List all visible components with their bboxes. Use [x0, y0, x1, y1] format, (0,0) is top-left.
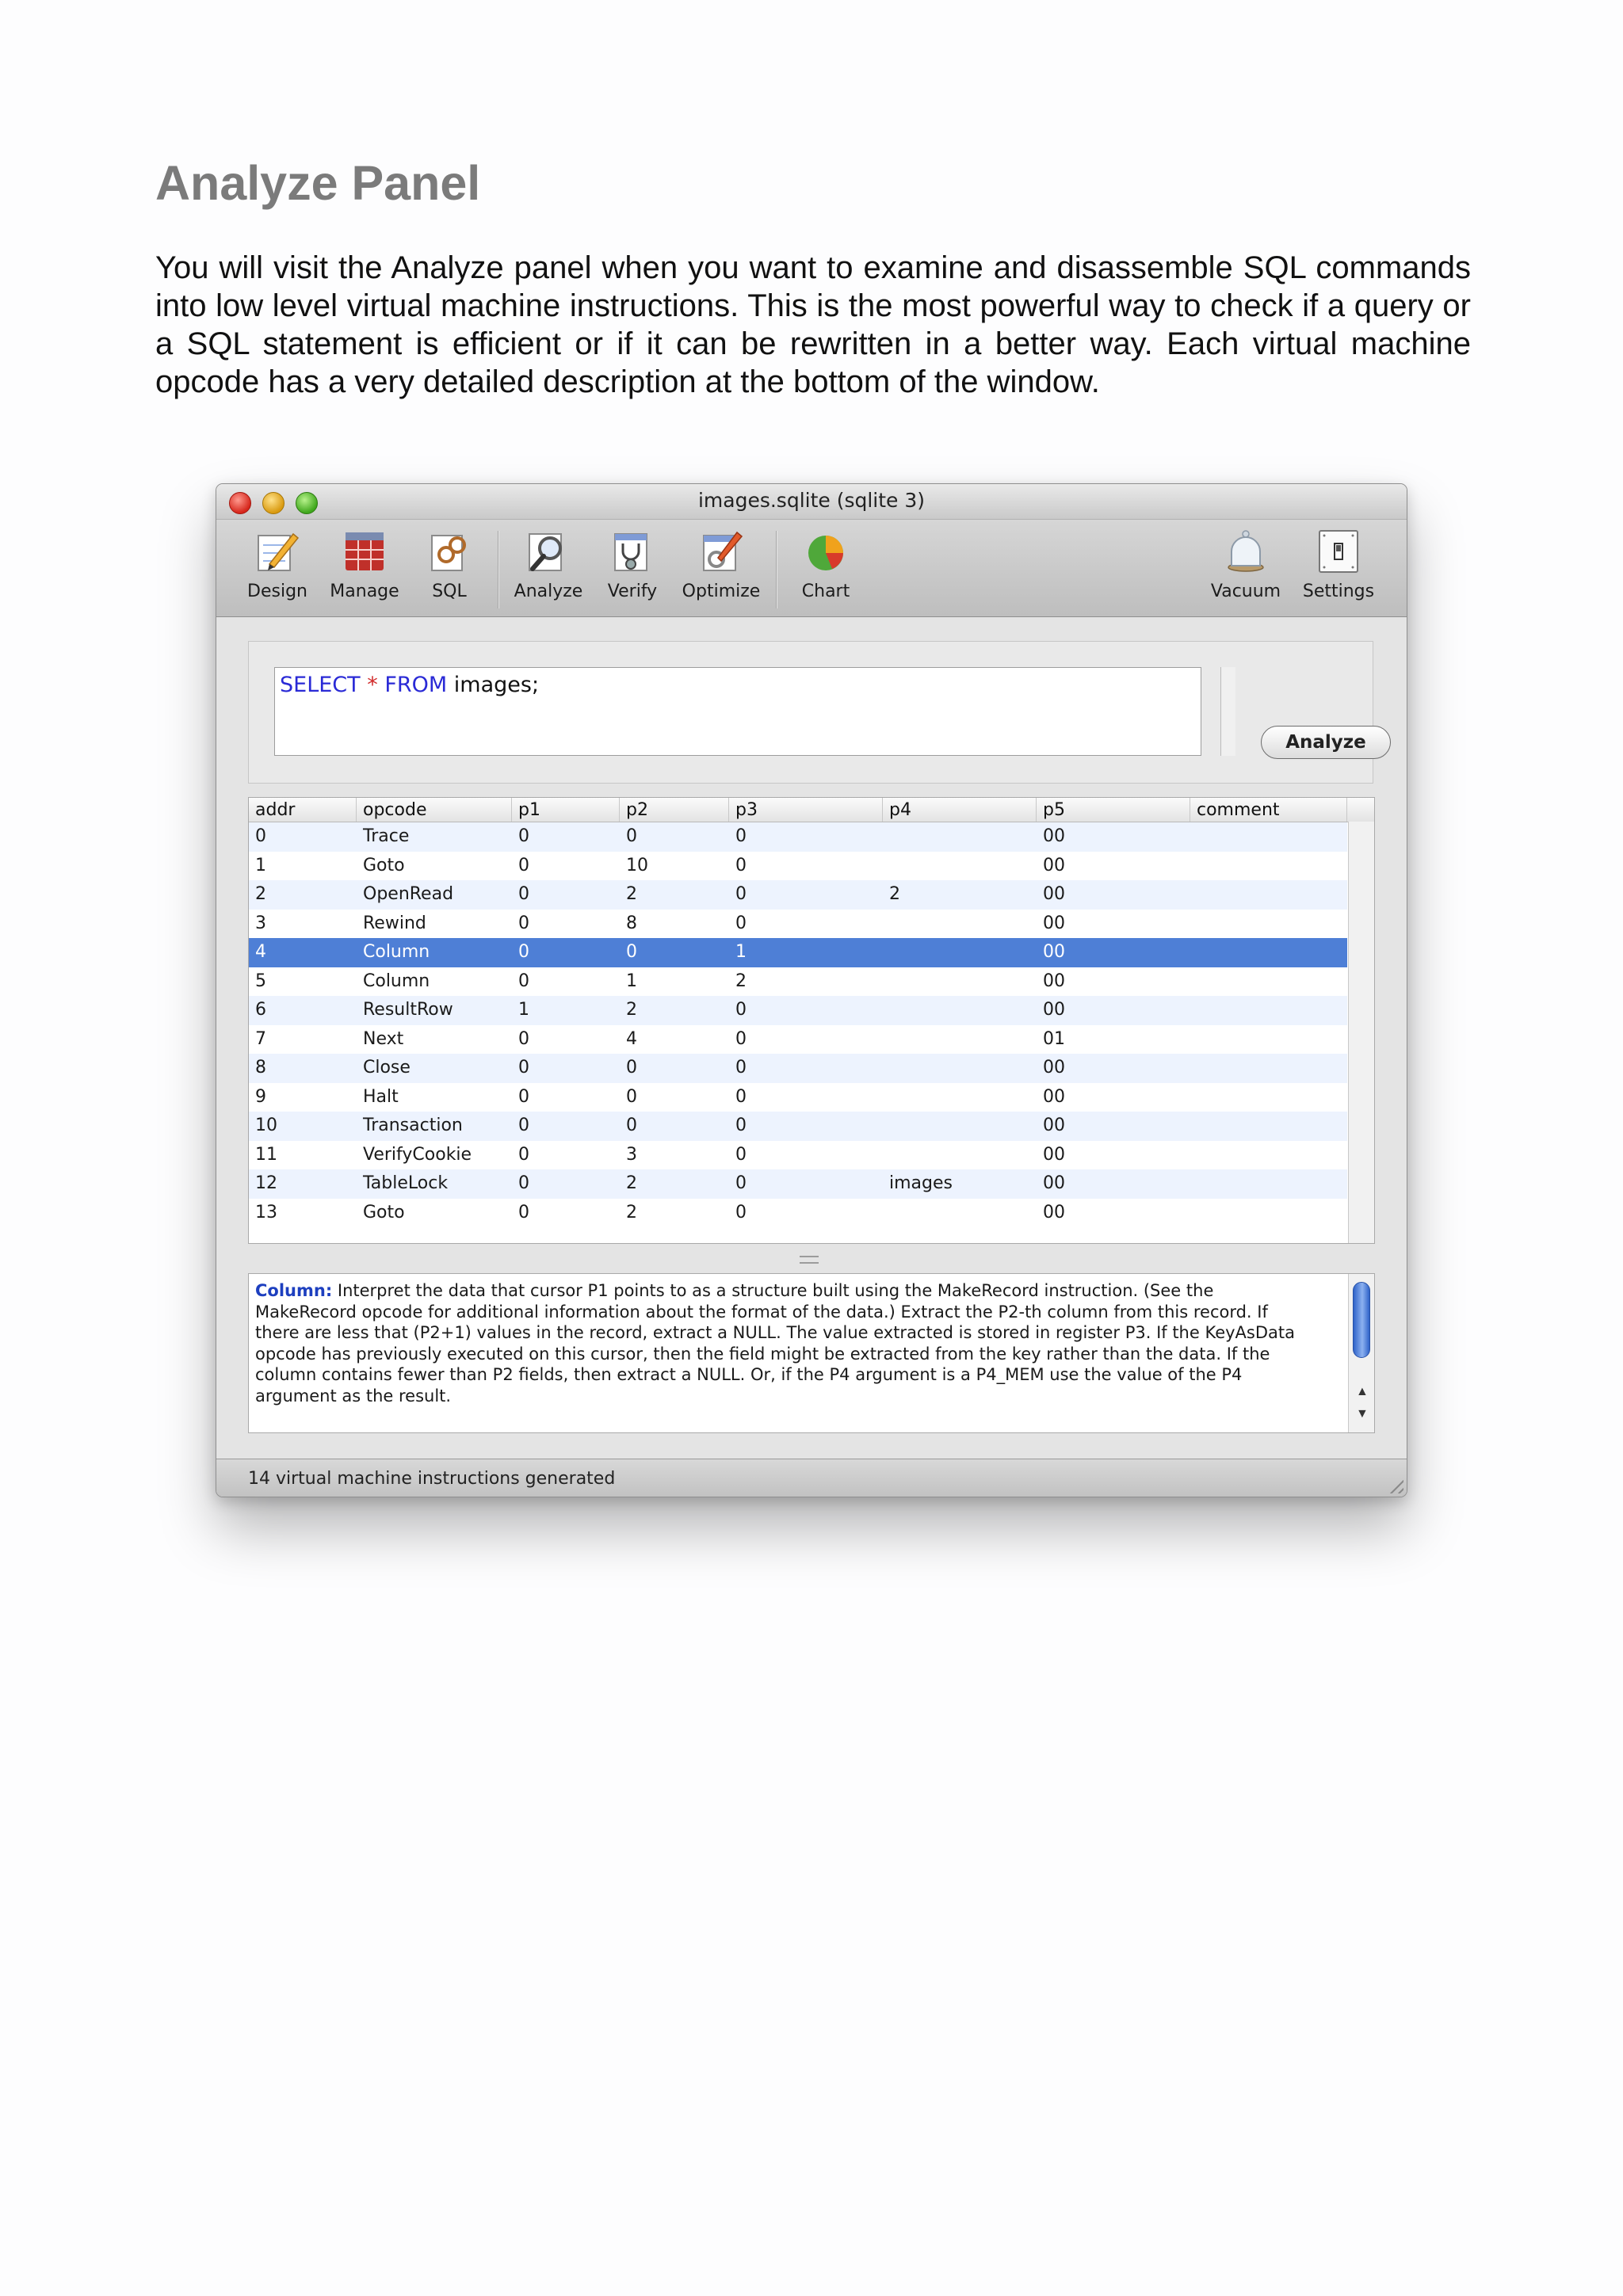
cell-opcode: OpenRead [363, 884, 454, 904]
cell-addr: 8 [255, 1058, 266, 1077]
cell-addr: 13 [255, 1202, 277, 1222]
cell-p5: 01 [1043, 1028, 1065, 1049]
sql-label: SQL [432, 582, 467, 601]
description-line: Interpret the data that cursor P1 points to as a structure built using the MakeRecord instruction. (See the [332, 1281, 1214, 1300]
cell-p5: 00 [1043, 942, 1065, 962]
split-view-handle[interactable] [800, 1256, 819, 1264]
cell-p4: 2 [889, 884, 900, 904]
table-row[interactable] [249, 1112, 1347, 1141]
cell-p3: 0 [735, 884, 747, 904]
table-row[interactable] [249, 1083, 1347, 1112]
opcode-description-text [255, 1280, 1335, 1406]
cell-p3: 1 [735, 942, 747, 962]
settings-icon [1315, 528, 1362, 575]
cell-opcode: Column [363, 942, 430, 962]
optimize-label: Optimize [682, 582, 761, 601]
cell-p3: 0 [735, 1028, 747, 1049]
cell-p2: 10 [626, 855, 648, 875]
table-row[interactable] [249, 1054, 1347, 1083]
cell-p1: 0 [518, 1173, 529, 1193]
table-row[interactable] [249, 1025, 1347, 1055]
cell-p4 [883, 1083, 1037, 1112]
cell-p2: 0 [626, 1116, 637, 1135]
cell-p4 [883, 967, 1037, 997]
cell-p5: 00 [1043, 1000, 1065, 1020]
cell-comment [1190, 1112, 1347, 1141]
sql-table-name: images; [453, 673, 540, 697]
design-label: Design [247, 582, 307, 601]
cell-addr: 6 [255, 1000, 266, 1020]
toolbar-sql-button[interactable] [406, 528, 493, 601]
toolbar [216, 520, 1407, 617]
description-line: argument as the result. [255, 1386, 452, 1405]
cell-addr: 9 [255, 1086, 266, 1107]
cell-p4 [883, 1054, 1037, 1083]
cell-p2: 4 [626, 1028, 637, 1049]
cell-p4 [883, 822, 1037, 852]
cell-p4 [883, 1141, 1037, 1170]
cell-opcode: Halt [363, 1086, 399, 1107]
cell-opcode: Column [363, 971, 430, 991]
chart-label: Chart [801, 582, 850, 601]
cell-p5: 00 [1043, 1144, 1065, 1165]
cell-comment [1190, 880, 1347, 910]
table-row[interactable] [249, 852, 1347, 881]
toolbar-analyze-button[interactable] [505, 528, 592, 601]
toolbar-optimize-button[interactable] [678, 528, 765, 601]
table-row[interactable] [249, 822, 1347, 852]
cell-p1: 0 [518, 1028, 529, 1049]
cell-p4 [883, 1199, 1037, 1228]
cell-opcode: VerifyCookie [363, 1144, 472, 1165]
cell-p1: 1 [518, 1000, 529, 1020]
cell-p3: 0 [735, 1202, 747, 1222]
toolbar-separator [498, 531, 499, 608]
toolbar-chart-button[interactable] [782, 528, 869, 601]
cell-comment [1190, 1054, 1347, 1083]
cell-opcode: Close [363, 1058, 411, 1077]
opcode-table [248, 797, 1375, 1244]
table-row[interactable] [249, 910, 1347, 939]
cell-p5: 00 [1043, 1058, 1065, 1077]
manage-label: Manage [330, 582, 399, 601]
cell-p2: 0 [626, 1086, 637, 1107]
cell-p2: 0 [626, 826, 637, 846]
verify-label: Verify [607, 582, 658, 601]
cell-p4 [883, 910, 1037, 939]
cell-p5: 00 [1043, 971, 1065, 991]
cell-p2: 2 [626, 1000, 637, 1020]
cell-opcode: Next [363, 1028, 404, 1049]
sql-star: * [367, 673, 378, 697]
toolbar-settings-button[interactable] [1295, 528, 1382, 601]
vacuum-label: Vacuum [1210, 582, 1281, 601]
cell-addr: 1 [255, 855, 266, 875]
table-row[interactable] [249, 1199, 1347, 1228]
manage-icon [341, 528, 388, 575]
status-bar [216, 1459, 1407, 1497]
cell-p5: 00 [1043, 1173, 1065, 1193]
cell-addr: 12 [255, 1173, 277, 1193]
analyze-content [216, 617, 1407, 1459]
cell-p4 [883, 852, 1037, 881]
column-header-p4[interactable]: p4 [883, 798, 1037, 822]
table-row[interactable] [249, 967, 1347, 997]
cell-opcode: Goto [363, 1202, 405, 1222]
analyze-icon [525, 528, 572, 575]
table-row[interactable] [249, 938, 1347, 967]
cell-p5: 00 [1043, 884, 1065, 904]
cell-comment [1190, 1169, 1347, 1199]
cell-p4 [883, 996, 1037, 1025]
intro-paragraph: You will visit the Analyze panel when you want to examine and disassemble SQL commands into low level virtual machine instructions. This is the most powerful way to check if a query or a SQL statement is efficient or if it can be rewritten in a better way. Each virtual machine opcode has a very detailed description at the bottom of the window. [155, 250, 1471, 399]
cell-p2: 1 [626, 971, 637, 991]
opcode-description-panel [248, 1273, 1375, 1433]
verify-icon [609, 528, 656, 575]
cell-addr: 2 [255, 884, 266, 904]
column-header-addr[interactable]: addr [249, 798, 357, 822]
cell-p2: 3 [626, 1144, 637, 1165]
opcode-table-scrollbar[interactable] [1348, 822, 1374, 1243]
analyze-button[interactable]: Analyze [1261, 726, 1391, 759]
cell-p5: 00 [1043, 855, 1065, 875]
cell-p2: 0 [626, 942, 637, 962]
description-line: MakeRecord opcode for additional information about the format of the data.) Extract the P2-th column from this record. If [255, 1302, 1268, 1322]
window-title: images.sqlite (sqlite 3) [697, 489, 926, 512]
cell-comment [1190, 938, 1347, 967]
cell-p3: 0 [735, 1173, 747, 1193]
cell-p2: 2 [626, 1202, 637, 1222]
cell-p5: 00 [1043, 1086, 1065, 1107]
cell-comment [1190, 822, 1347, 852]
cell-comment [1190, 1141, 1347, 1170]
cell-comment [1190, 1199, 1347, 1228]
cell-p1: 0 [518, 913, 529, 933]
cell-p3: 0 [735, 1086, 747, 1107]
cell-p1: 0 [518, 1116, 529, 1135]
cell-p1: 0 [518, 826, 529, 846]
column-header-comment[interactable]: comment [1190, 798, 1347, 822]
cell-opcode: Transaction [363, 1116, 463, 1135]
cell-p3: 0 [735, 855, 747, 875]
cell-p2: 2 [626, 884, 637, 904]
cell-p3: 0 [735, 1144, 747, 1165]
description-scrollbar[interactable] [1348, 1274, 1374, 1432]
column-header-p1[interactable]: p1 [512, 798, 620, 822]
cell-p1: 0 [518, 884, 529, 904]
cell-p1: 0 [518, 1202, 529, 1222]
vacuum-icon [1222, 528, 1270, 575]
cell-p1: 0 [518, 1144, 529, 1165]
description-scroll-thumb[interactable] [1353, 1282, 1370, 1358]
toolbar-vacuum-button[interactable] [1202, 528, 1289, 601]
query-editor-scrollbar[interactable] [1220, 667, 1235, 756]
sql-query-editor[interactable] [274, 667, 1201, 756]
description-line: there are less that (P2+1) values in the record, extract a NULL. The value extracted is stored in register P3. If the KeyAsData [255, 1323, 1295, 1342]
cell-p5: 00 [1043, 913, 1065, 933]
cell-p1: 0 [518, 1086, 529, 1107]
cell-p1: 0 [518, 1058, 529, 1077]
title-bar[interactable] [216, 484, 1407, 520]
status-text: 14 virtual machine instructions generated [248, 1469, 616, 1489]
cell-p5: 00 [1043, 826, 1065, 846]
analyze-label: Analyze [514, 582, 583, 601]
cell-p2: 0 [626, 1058, 637, 1077]
cell-opcode: TableLock [363, 1173, 449, 1193]
cell-p3: 0 [735, 1000, 747, 1020]
cell-addr: 3 [255, 913, 266, 933]
cell-addr: 4 [255, 942, 266, 962]
opcode-table-header [249, 798, 1374, 822]
cell-p3: 0 [735, 826, 747, 846]
optimize-icon [697, 528, 745, 575]
design-icon [254, 528, 301, 575]
column-header-p3[interactable]: p3 [729, 798, 883, 822]
cell-opcode: Rewind [363, 913, 426, 933]
toolbar-separator [776, 531, 777, 608]
toolbar-verify-button[interactable] [589, 528, 676, 601]
resize-grip-icon[interactable] [1386, 1476, 1403, 1493]
column-header-opcode[interactable]: opcode [357, 798, 512, 822]
cell-p1: 0 [518, 942, 529, 962]
cell-p3: 0 [735, 1116, 747, 1135]
toolbar-design-button[interactable] [234, 528, 321, 601]
table-row[interactable] [249, 996, 1347, 1025]
sql-keyword-select: SELECT [280, 673, 361, 697]
cell-addr: 0 [255, 826, 266, 846]
cell-p4 [883, 938, 1037, 967]
cell-opcode: ResultRow [363, 1000, 453, 1020]
cell-p3: 2 [735, 971, 747, 991]
cell-comment [1190, 967, 1347, 997]
cell-p2: 8 [626, 913, 637, 933]
cell-opcode: Trace [363, 826, 410, 846]
sql-keyword-from: FROM [384, 673, 448, 697]
table-row[interactable] [249, 1141, 1347, 1170]
cell-addr: 5 [255, 971, 266, 991]
column-header-p5[interactable]: p5 [1037, 798, 1190, 822]
description-line: column contains fewer than P2 fields, then extract a NULL. Or, if the P4 argument is a P4_MEM use the value of the P4 [255, 1365, 1243, 1384]
cell-comment [1190, 996, 1347, 1025]
cell-p1: 0 [518, 855, 529, 875]
cell-comment [1190, 1025, 1347, 1055]
cell-comment [1190, 1083, 1347, 1112]
cell-p3: 0 [735, 913, 747, 933]
scroll-down-arrow-icon[interactable]: ▼ [1356, 1407, 1369, 1421]
cell-addr: 7 [255, 1028, 266, 1049]
app-window [216, 483, 1407, 1497]
chart-icon [802, 528, 850, 575]
cell-p4: images [889, 1173, 953, 1193]
cell-p2: 2 [626, 1173, 637, 1193]
sql-icon [426, 528, 473, 575]
cell-comment [1190, 910, 1347, 939]
settings-label: Settings [1302, 582, 1375, 601]
table-row[interactable] [249, 880, 1347, 910]
page-heading: Analyze Panel [155, 156, 481, 210]
cell-addr: 11 [255, 1144, 277, 1165]
cell-p5: 00 [1043, 1116, 1065, 1135]
column-header-p2[interactable]: p2 [620, 798, 729, 822]
cell-opcode: Goto [363, 855, 405, 875]
scroll-up-arrow-icon[interactable]: ▲ [1356, 1385, 1369, 1398]
cell-p5: 00 [1043, 1202, 1065, 1222]
query-panel [248, 641, 1373, 784]
cell-p4 [883, 1112, 1037, 1141]
cell-addr: 10 [255, 1116, 277, 1135]
cell-comment [1190, 852, 1347, 881]
toolbar-manage-button[interactable] [321, 528, 408, 601]
cell-p4 [883, 1025, 1037, 1055]
description-opcode-name: Column: [255, 1281, 333, 1300]
cell-p1: 0 [518, 971, 529, 991]
table-row[interactable] [249, 1169, 1347, 1199]
cell-p3: 0 [735, 1058, 747, 1077]
description-line: opcode has previously executed on this cursor, then the field might be extracted from the key rather than the data. If the [255, 1344, 1270, 1363]
